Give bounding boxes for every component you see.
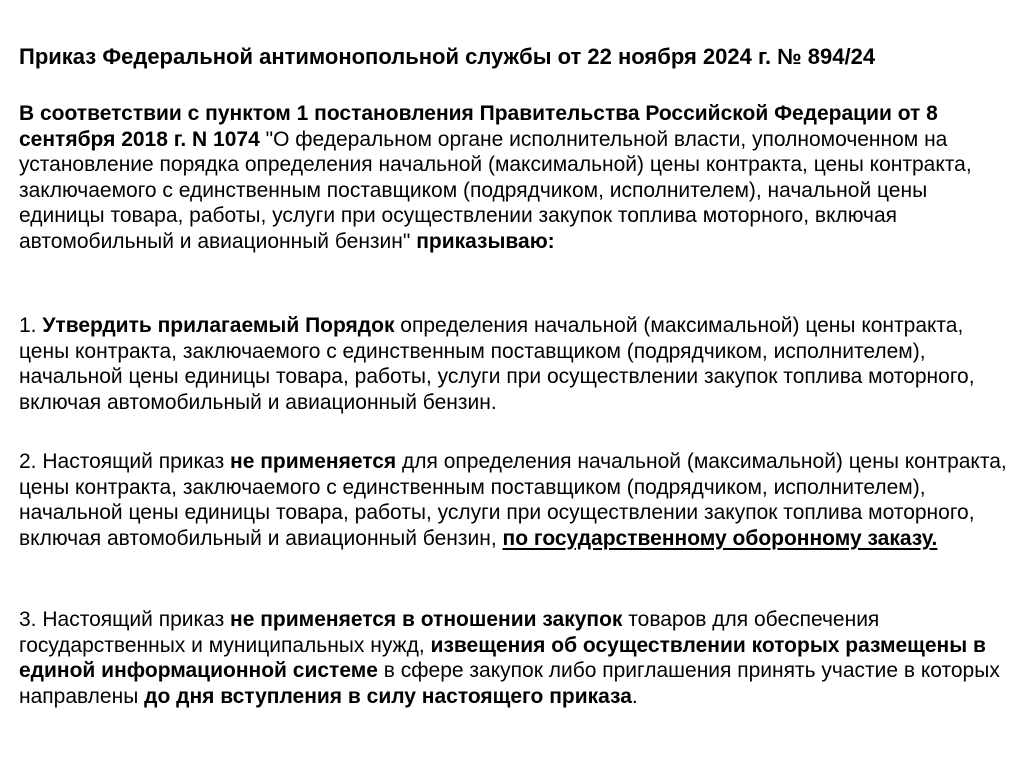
item-2-text-2: для определения начальной (максимальной) цены контракта, цены контракта, заключаемого с единственным поставщиком (подрядчиком, исполнителем), начальной цены единицы товара, работы, услуги при осуществлении закупок топлива моторного, включая автомобильный и авиационный бензин, [19, 450, 1007, 550]
intro-order-word: приказываю: [416, 229, 555, 253]
item-2-paragraph [19, 449, 1009, 551]
item-2-bold-2: по государственному оборонному заказу. [502, 526, 938, 550]
intro-legal-basis: В соответствии с пунктом 1 постановления Правительства Российской Федерации от 8 сентября 2018 г. N 1074 [19, 102, 938, 151]
item-1-text: определения начальной (максимальной) цены контракта, цены контракта, заключаемого с единственным поставщиком (подрядчиком, исполнителем), начальной цены единицы товара, работы, услуги при осуществлении закупок топлива моторного, включая автомобильный и авиационный бензин. [19, 314, 975, 414]
item-3-bold-1: не применяется в отношении закупок [230, 608, 623, 631]
item-3-end: . [631, 684, 638, 708]
item-3-paragraph [19, 607, 1009, 709]
item-3-text-2: товаров для обеспечения государственных и муниципальных нужд, [19, 608, 880, 657]
item-3-text-1: Настоящий приказ [42, 608, 231, 631]
item-1-number: 1. [19, 314, 43, 337]
item-2-number: 2. [19, 450, 43, 473]
item-1-paragraph [19, 313, 1009, 415]
item-3-number: 3. [19, 608, 43, 631]
item-2-text-1: Настоящий приказ [42, 450, 231, 473]
item-3-bold-2: извещения об осуществлении которых размещены в единой информационной системе [19, 633, 986, 682]
item-3-text-3: в сфере закупок либо приглашения принять участие в которых направлены [19, 659, 1000, 708]
item-2-bold-1: не применяется [230, 450, 397, 473]
item-3-bold-3: до дня вступления в силу настоящего приказа [144, 684, 632, 708]
intro-text: "О федеральном органе исполнительной власти, уполномоченном на установление порядка определения начальной (максимальной) цены контракта, цены контракта, заключаемого с единственным поставщиком (подрядчиком, исполнителем), начальной цены единицы товара, работы, услуги при осуществлении закупок топлива моторного, включая автомобильный и авиационный бензин" [19, 127, 972, 253]
page-title: Приказ Федеральной антимонопольной службы от 22 ноября 2024 г. № 894/24 [19, 44, 876, 69]
intro-paragraph [19, 101, 1009, 254]
item-1-bold: Утвердить прилагаемый Порядок [42, 314, 395, 337]
